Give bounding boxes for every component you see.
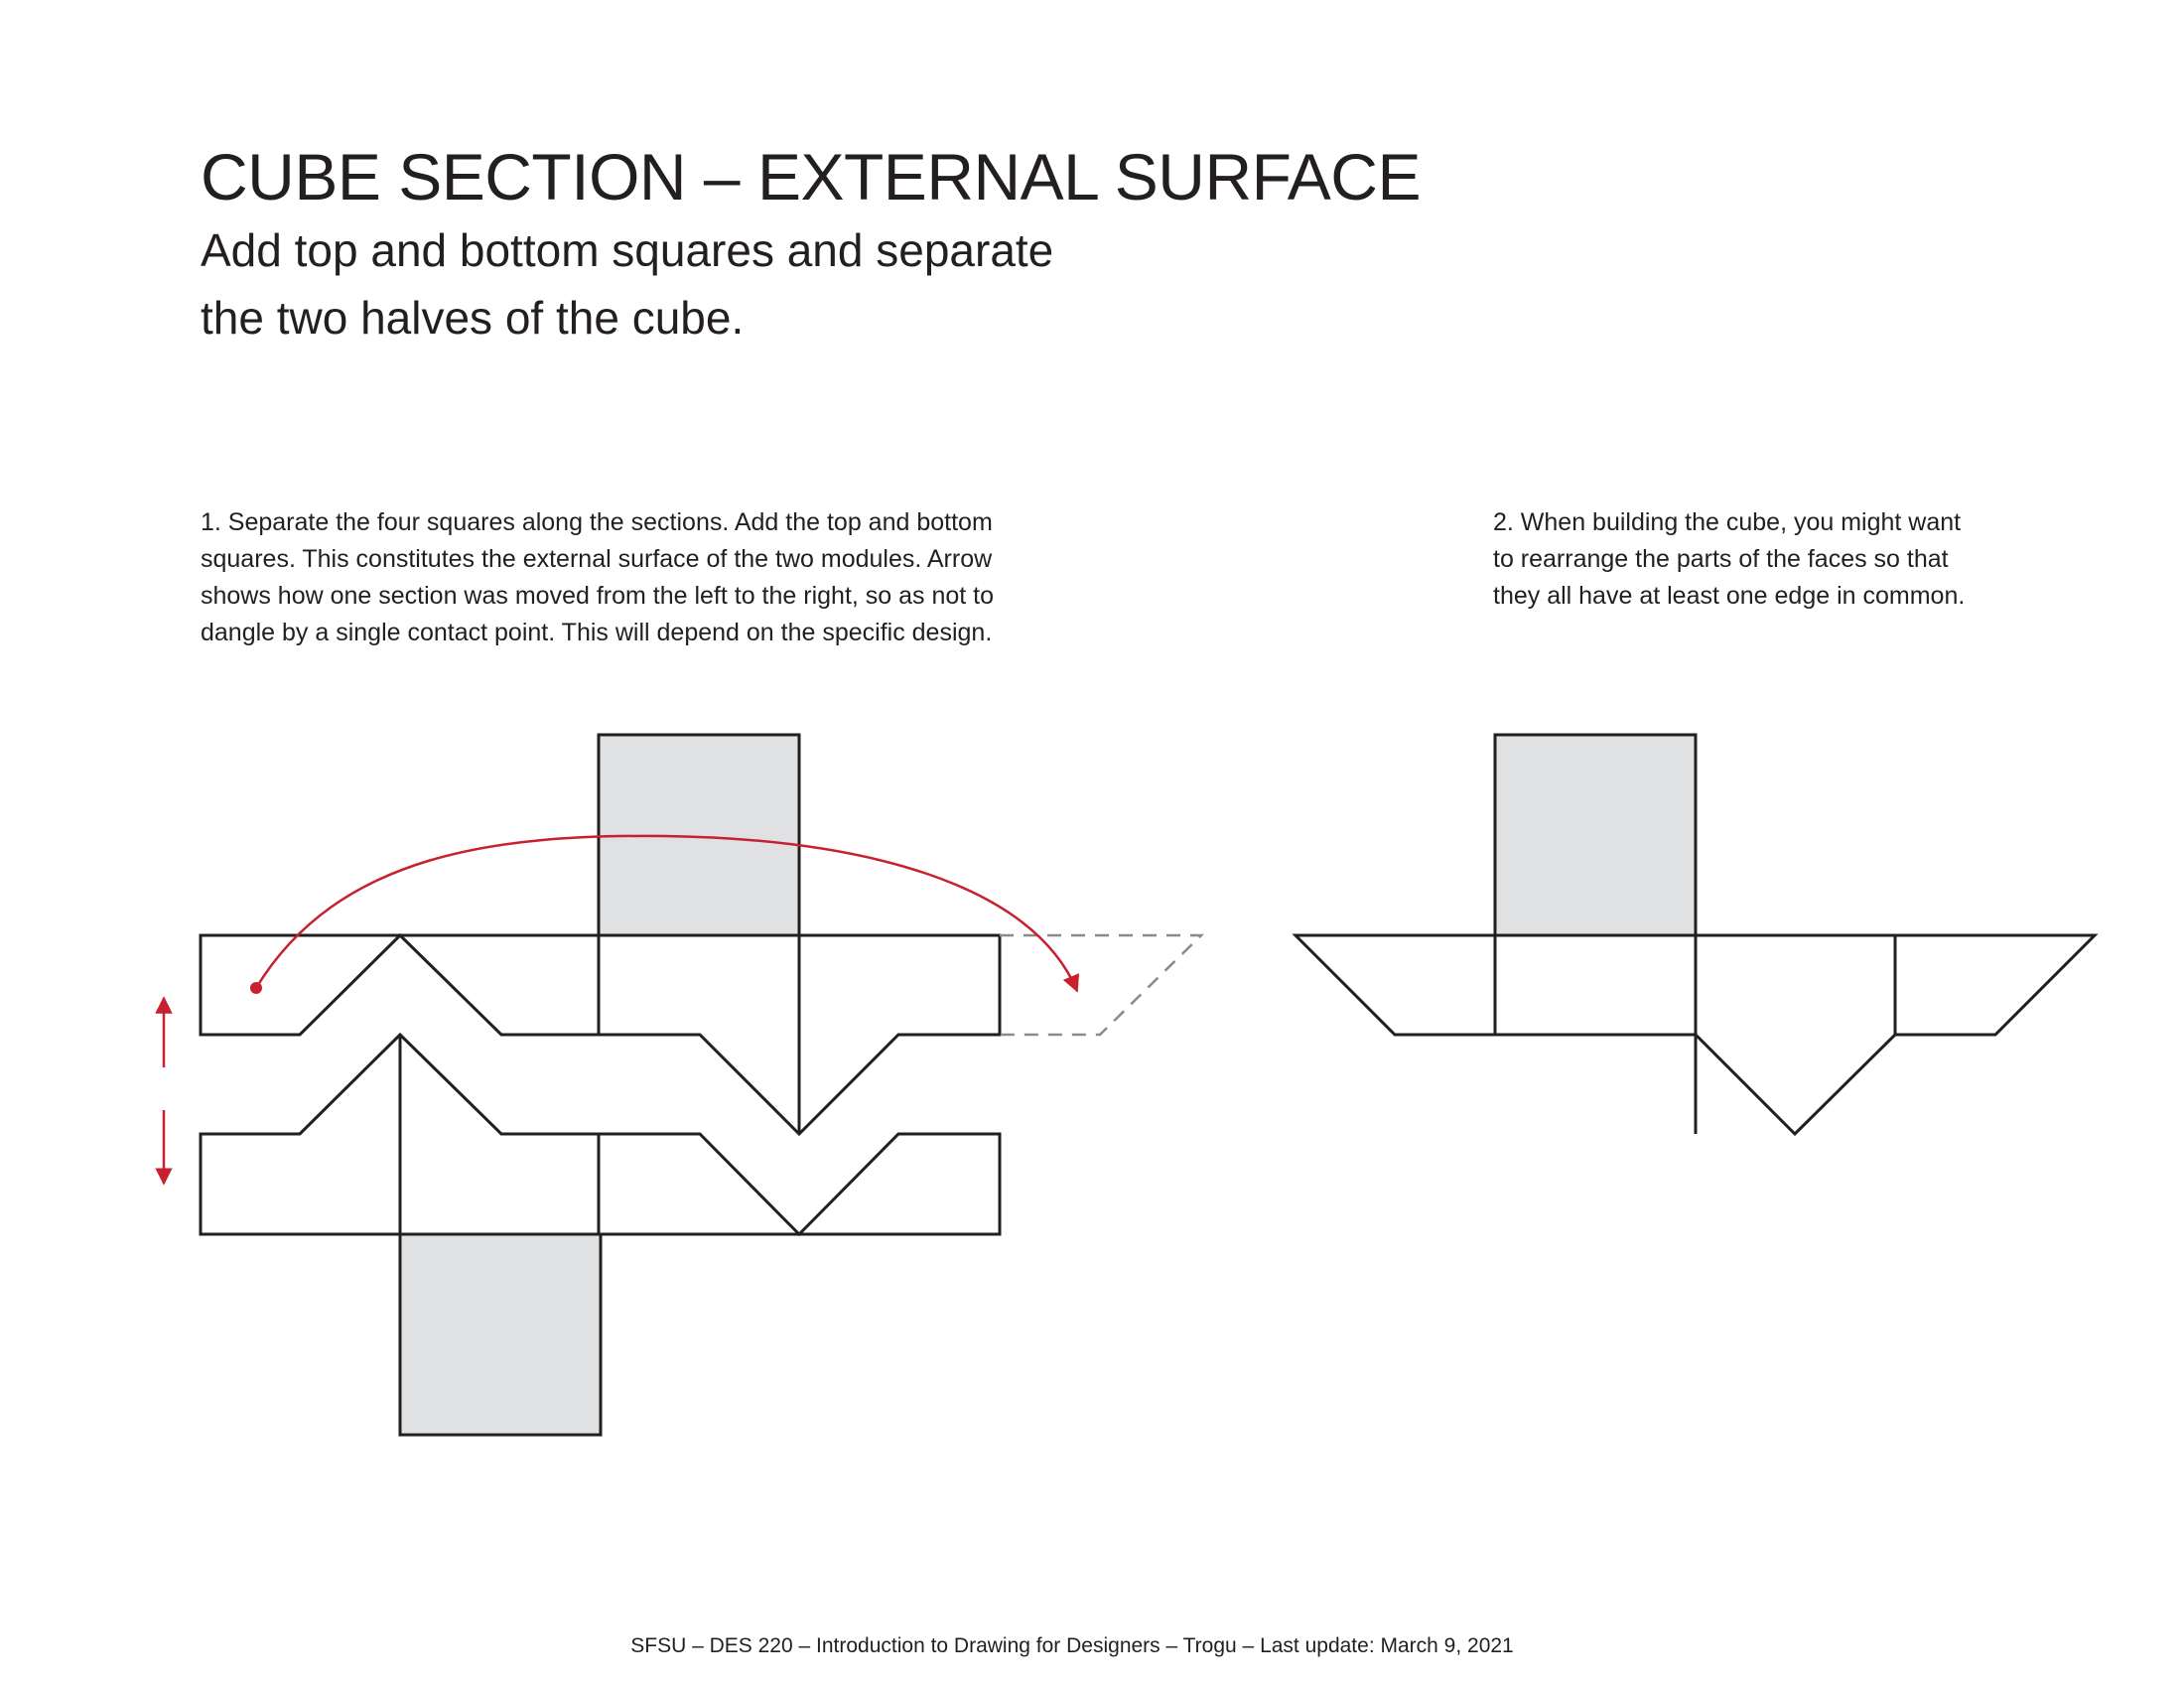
caption-line: 2. When building the cube, you might want xyxy=(1493,508,1962,536)
subtitle-line: the two halves of the cube. xyxy=(201,292,745,344)
diagram-1 xyxy=(201,735,1000,1435)
subtitle-line: Add top and bottom squares and separate xyxy=(201,224,1054,276)
moved-section-dashed-outline xyxy=(1000,935,1201,1035)
caption-line: they all have at least one edge in common. xyxy=(1493,582,1966,610)
top-square xyxy=(1495,735,1696,935)
caption-line: dangle by a single contact point. This will depend on the specific design. xyxy=(201,619,993,646)
caption-line: to rearrange the parts of the faces so that xyxy=(1493,545,1949,573)
bottom-square xyxy=(400,1234,601,1435)
caption-line: squares. This constitutes the external surface of the two modules. Arrow xyxy=(201,545,993,573)
caption-line: 1. Separate the four squares along the sections. Add the top and bottom xyxy=(201,508,993,536)
page-title: CUBE SECTION – EXTERNAL SURFACE xyxy=(201,140,1421,213)
page-footer: SFSU – DES 220 – Introduction to Drawing for Designers – Trogu – Last update: March 9, 2021 xyxy=(630,1634,1514,1657)
diagram-2 xyxy=(1296,735,2095,1134)
caption-line: shows how one section was moved from the left to the right, so as not to xyxy=(201,582,995,610)
